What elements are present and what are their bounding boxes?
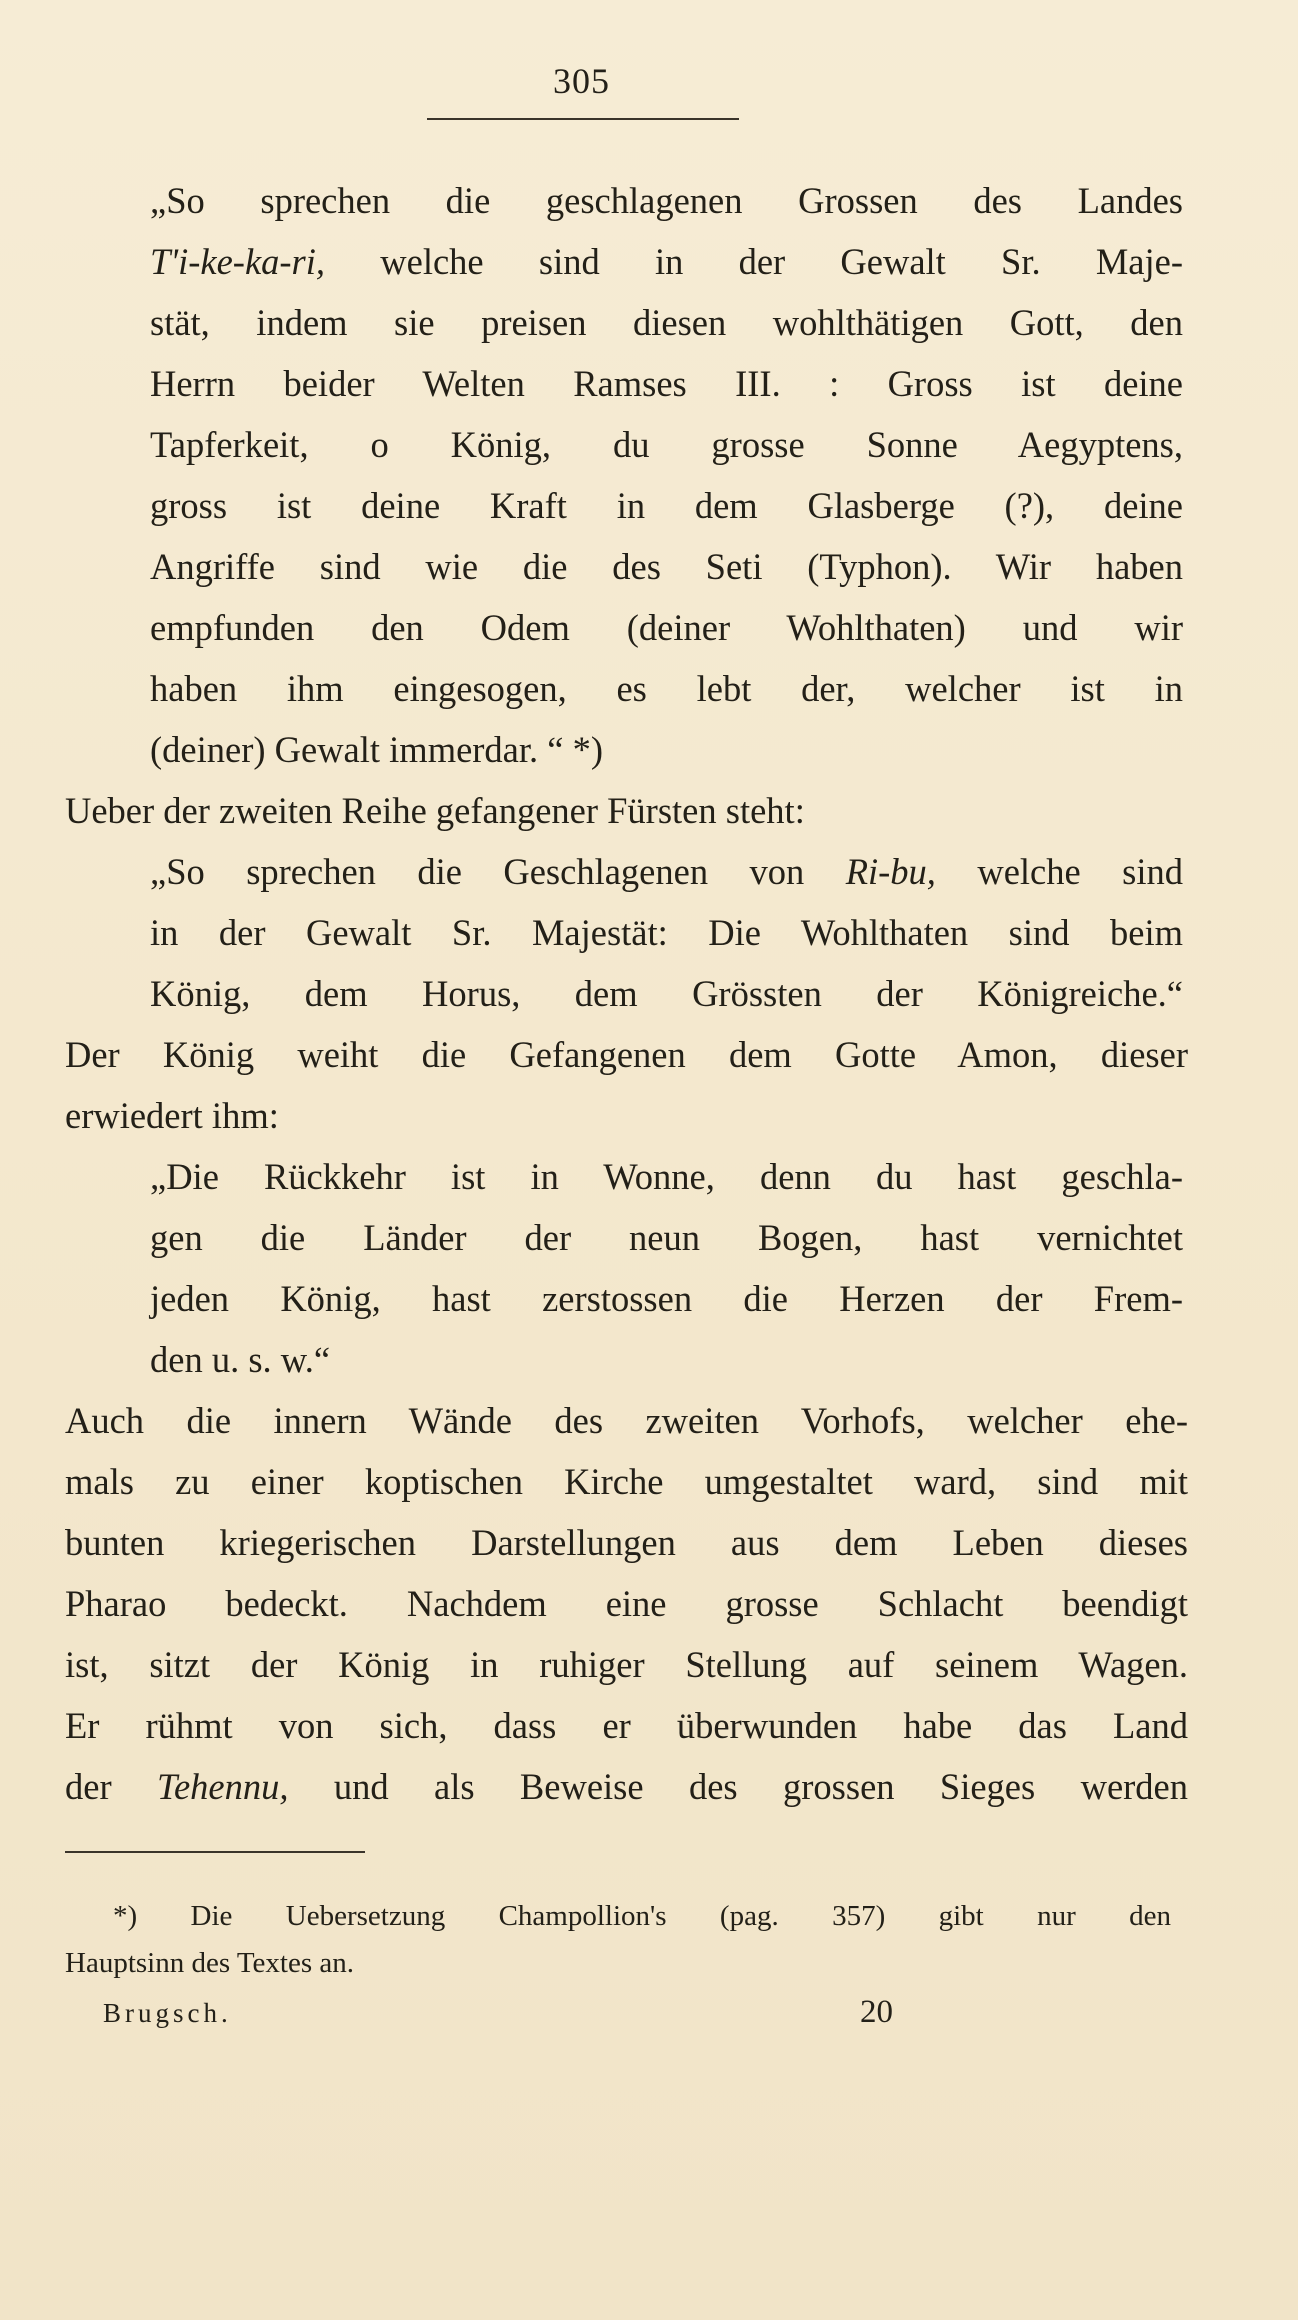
- text-segment: haben ihm eingesogen, es lebt der, welcher ist in: [150, 668, 1183, 709]
- text-segment: in der Gewalt Sr. Majestät: Die Wohlthaten sind beim: [150, 912, 1183, 953]
- text-segment-italic: Ri-bu,: [845, 851, 936, 892]
- text-line: [65, 1390, 1188, 1451]
- text-segment: „Die Rückkehr ist in Wonne, denn du hast geschla-: [150, 1156, 1183, 1197]
- text-line: [65, 1512, 1188, 1573]
- text-line: [150, 231, 1183, 292]
- text-line: [150, 292, 1183, 353]
- printer-signature: Brugsch.: [103, 1998, 232, 2028]
- text-segment: stät, indem sie preisen diesen wohlthätigen Gott, den: [150, 302, 1183, 343]
- page-number: 305: [553, 61, 610, 101]
- text-segment: ist, sitzt der König in ruhiger Stellung auf seinem Wagen.: [65, 1644, 1188, 1685]
- text-segment: (deiner) Gewalt immerdar. “ *): [150, 729, 604, 770]
- text-segment: den u. s. w.“: [150, 1339, 331, 1380]
- text-segment: gross ist deine Kraft in dem Glasberge (?), deine: [150, 485, 1183, 526]
- text-line: [65, 1451, 1188, 1512]
- text-line: [150, 841, 1183, 902]
- text-segment: Er rühmt von sich, dass er überwunden habe das Land: [65, 1705, 1188, 1746]
- text-segment: welche sind: [935, 851, 1183, 892]
- text-line: [150, 719, 1183, 780]
- text-segment: Angriffe sind wie die des Seti (Typhon). Wir haben: [150, 546, 1183, 587]
- text-line: [65, 1573, 1188, 1634]
- text-segment: „So sprechen die geschlagenen Grossen des Landes: [150, 180, 1183, 221]
- text-line: [150, 963, 1183, 1024]
- text-segment: Tapferkeit, o König, du grosse Sonne Aegyptens,: [150, 424, 1183, 465]
- footnote-line: *) Die Uebersetzung Champollion's (pag. 357) gibt nur den: [113, 1900, 1171, 1932]
- text-segment: Pharao bedeckt. Nachdem eine grosse Schlacht beendigt: [65, 1583, 1188, 1624]
- text-line: [150, 414, 1183, 475]
- text-segment: empfunden den Odem (deiner Wohlthaten) und wir: [150, 607, 1183, 648]
- text-line: [150, 902, 1183, 963]
- text-segment: jeden König, hast zerstossen die Herzen der Frem-: [150, 1278, 1183, 1319]
- text-line: [65, 1085, 1188, 1146]
- text-line: [65, 1024, 1188, 1085]
- text-line: [65, 780, 1188, 841]
- text-segment: Ueber der zweiten Reihe gefangener Fürsten steht:: [65, 790, 805, 831]
- text-segment: König, dem Horus, dem Grössten der Königreiche.“: [150, 973, 1183, 1014]
- text-line: [150, 658, 1183, 719]
- text-segment-italic: T'i-ke-ka-ri,: [150, 241, 326, 282]
- text-segment-italic: Tehennu,: [157, 1766, 289, 1807]
- text-segment: bunten kriegerischen Darstellungen aus dem Leben dieses: [65, 1522, 1188, 1563]
- text-segment: Der König weiht die Gefangenen dem Gotte Amon, dieser: [65, 1034, 1188, 1075]
- text-segment: „So sprechen die Geschlagenen von: [150, 851, 846, 892]
- text-line: [150, 353, 1183, 414]
- footnote-line: Hauptsinn des Textes an.: [65, 1947, 354, 1979]
- text-line: [150, 1268, 1183, 1329]
- text-line: [150, 1146, 1183, 1207]
- text-segment: und als Beweise des grossen Sieges werden: [288, 1766, 1189, 1807]
- text-line: [150, 536, 1183, 597]
- text-line: [150, 1207, 1183, 1268]
- text-line: [150, 170, 1183, 231]
- text-segment: der: [65, 1766, 157, 1807]
- text-line: [65, 1695, 1188, 1756]
- text-segment: Herrn beider Welten Ramses III. : Gross ist deine: [150, 363, 1183, 404]
- text-segment: Auch die innern Wände des zweiten Vorhofs, welcher ehe-: [65, 1400, 1188, 1441]
- header-rule: [427, 118, 739, 120]
- text-line: [65, 1756, 1188, 1817]
- text-segment: mals zu einer koptischen Kirche umgestaltet ward, sind mit: [65, 1461, 1188, 1502]
- sheet-number: 20: [860, 1994, 893, 2030]
- text-line: [150, 597, 1183, 658]
- footnote-rule: [65, 1851, 365, 1853]
- text-line: [150, 1329, 1183, 1390]
- text-segment: welche sind in der Gewalt Sr. Maje-: [325, 241, 1183, 282]
- text-segment: erwiedert ihm:: [65, 1095, 279, 1136]
- text-line: [65, 1634, 1188, 1695]
- text-line: [150, 475, 1183, 536]
- text-segment: gen die Länder der neun Bogen, hast vernichtet: [150, 1217, 1183, 1258]
